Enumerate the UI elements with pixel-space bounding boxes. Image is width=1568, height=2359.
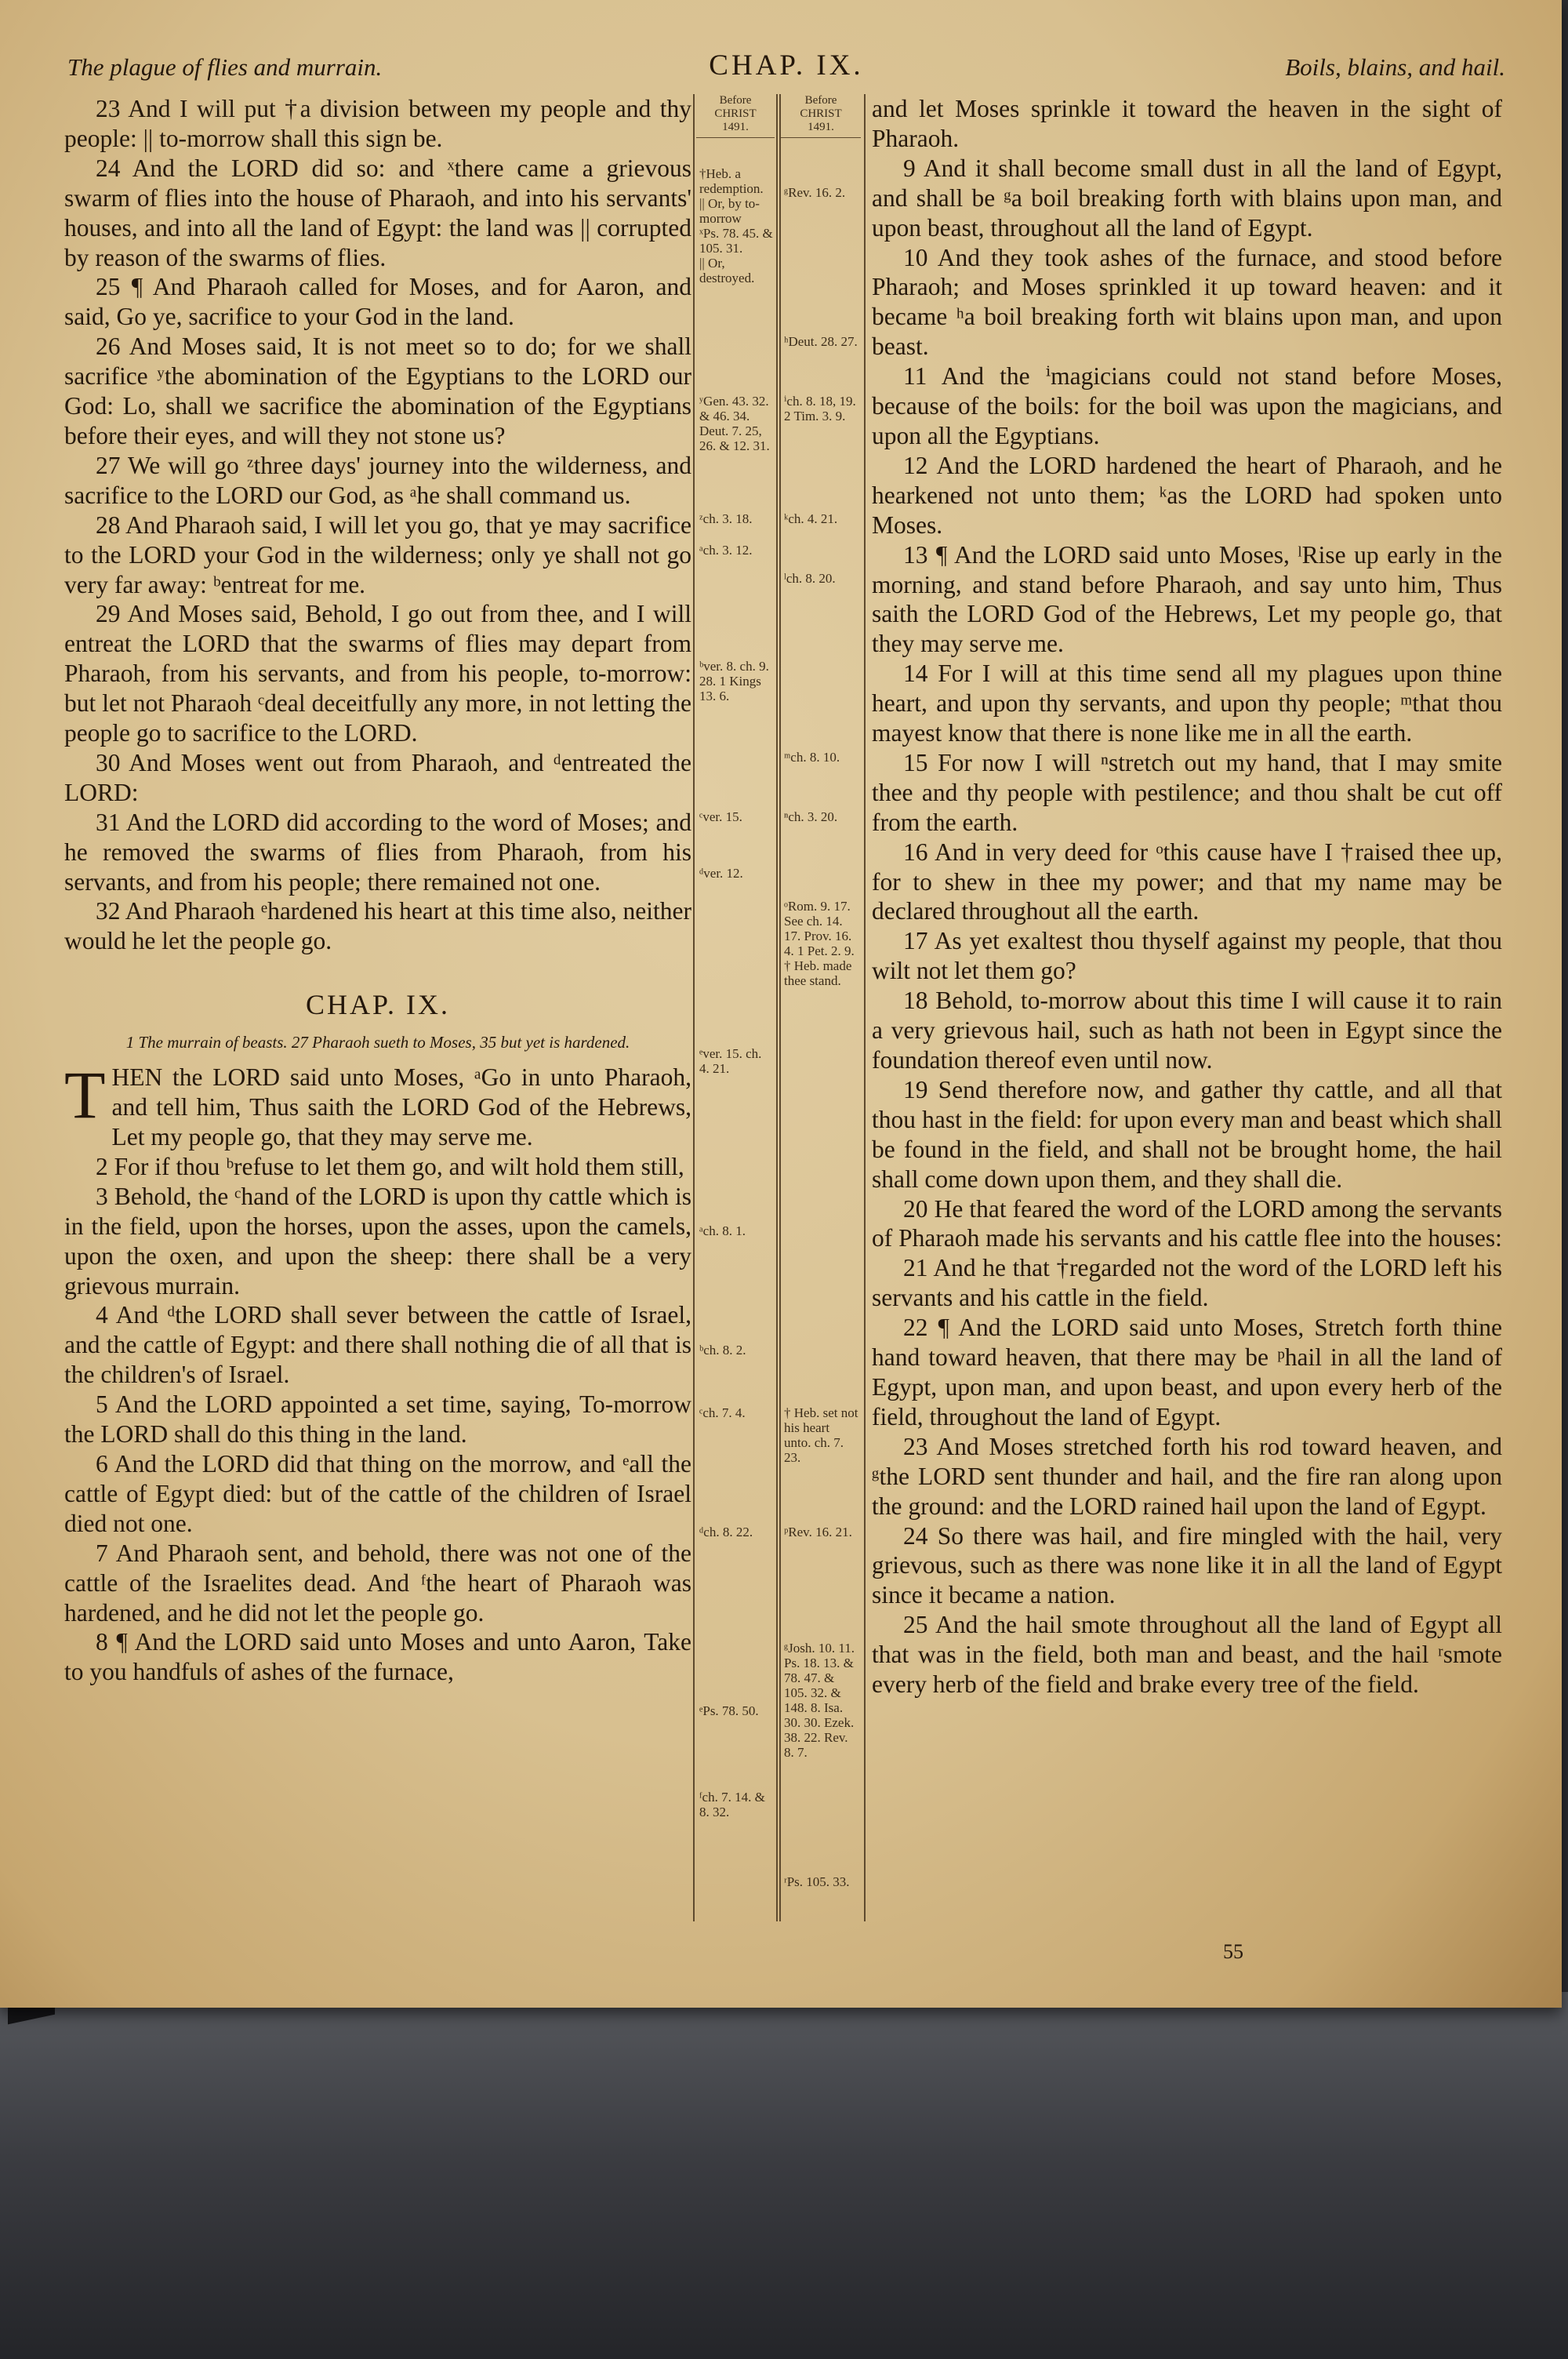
- chapter-title: CHAP. IX.: [305, 989, 451, 1021]
- header-right-title: Boils, blains, and hail.: [1285, 53, 1505, 81]
- date-heading-year: 1491.: [722, 121, 749, 133]
- date-heading-christ: CHRIST: [714, 107, 757, 120]
- verse: 32 And Pharaoh ᵉhardened his heart at this time also, neither would he let the people go.: [64, 897, 691, 955]
- cross-reference: ʸGen. 43. 32. & 46. 34. Deut. 7. 25, 26. & 12. 31.: [699, 394, 770, 453]
- verse: 29 And Moses said, Behold, I go out from thee, and I will entreat the LORD that the swarms of flies may depart from Pharaoh, from his servants, and from his people, to-morrow: but let not Pharaoh ᶜdeal deceitfully any more, in not letting the people go to sacrifice to the LORD.: [64, 600, 691, 747]
- verse: 12 And the LORD hardened the heart of Pharaoh, and he hearkened not unto them; ᵏas the LORD had spoken unto Moses.: [872, 451, 1502, 539]
- cross-reference: ᵃch. 3. 12.: [699, 543, 753, 558]
- cross-reference: ʰDeut. 28. 27.: [784, 334, 858, 349]
- cross-reference: † Heb. set not his heart unto. ch. 7. 23.: [784, 1405, 858, 1465]
- cross-reference: ᵈch. 8. 22.: [699, 1525, 753, 1539]
- left-text-column: [64, 94, 691, 1687]
- cross-reference: ᶻch. 3. 18.: [699, 511, 753, 526]
- background-surface: [0, 1992, 1568, 2359]
- verse: 21 And he that †regarded not the word of the LORD left his servants and his cattle in the field.: [872, 1254, 1502, 1312]
- date-heading-christ: CHRIST: [800, 107, 842, 120]
- verse: 19 Send therefore now, and gather thy cattle, and all that thou hast in the field: for upon every man and beast which shall be found in the field, and shall not be brought home, the hail shall come down upon them, and they shall die.: [872, 1075, 1502, 1193]
- cross-reference: ᵐch. 8. 10.: [784, 750, 840, 765]
- date-heading-before: Before: [804, 94, 837, 107]
- cross-reference: ᵖRev. 16. 21.: [784, 1525, 852, 1539]
- cross-reference: ᵃch. 8. 1.: [699, 1223, 746, 1238]
- verse: 22 ¶ And the LORD said unto Moses, Stretch forth thine hand toward heaven, that there may be ᵖhail in all the land of Egypt, upon man, and upon beast, and upon every herb of the field, throughout the land of Egypt.: [872, 1314, 1502, 1430]
- cross-reference: ᵉPs. 78. 50.: [699, 1703, 759, 1718]
- verse: 28 And Pharaoh said, I will let you go, that ye may sacrifice to the LORD your God in the wilderness; only ye shall not go very far away: ᵇentreat for me.: [64, 511, 691, 598]
- verse: 25 And the hail smote throughout all the land of Egypt all that was in the field, both man and beast, and the hail ʳsmote every herb of the field and brake every tree of the field.: [872, 1611, 1502, 1699]
- verse: 16 And in very deed for ᵒthis cause have I †raised thee up, for to shew in thee my power; and that my name may be declared throughout all the earth.: [872, 838, 1502, 925]
- cross-reference: ʳPs. 105. 33.: [784, 1874, 850, 1889]
- cross-reference: ᵇch. 8. 2.: [699, 1343, 746, 1358]
- verse: 17 As yet exaltest thou thyself against my people, that thou wilt not let them go?: [872, 927, 1502, 985]
- verse: 24 So there was hail, and fire mingled with the hail, very grievous, such as there was none like it in all the land of Egypt since it became a nation.: [872, 1521, 1502, 1609]
- verse: 18 Behold, to-morrow about this time I will cause it to rain a very grievous hail, such as hath not been in Egypt since the foundation thereof even until now.: [872, 987, 1502, 1074]
- verse: 2 For if thou ᵇrefuse to let them go, and wilt hold them still,: [96, 1152, 684, 1180]
- cross-reference: ᶠch. 7. 14. & 8. 32.: [699, 1790, 765, 1819]
- verse-1-text: HEN the LORD said unto Moses, ᵃGo in unto Pharaoh, and tell him, Thus saith the LORD God of the Hebrews, Let my people go, that they may serve me.: [111, 1063, 691, 1150]
- cross-reference: ᶜver. 15.: [699, 809, 742, 824]
- header-chapter: CHAP. IX.: [709, 49, 864, 82]
- verse: 30 And Moses went out from Pharaoh, and ᵈentreated the LORD:: [64, 748, 691, 806]
- cross-reference: ᵍRev. 16. 2.: [784, 185, 846, 200]
- verse: 20 He that feared the word of the LORD among the servants of Pharaoh made his servants and his cattle flee into the houses:: [872, 1194, 1502, 1252]
- verse: 15 For now I will ⁿstretch out my hand, that I may smite thee and thy people with pestilence; and thou shalt be cut off from the earth.: [872, 748, 1502, 836]
- cross-reference: ᵉver. 15. ch. 4. 21.: [699, 1046, 762, 1076]
- cross-reference: ˡch. 8. 20.: [784, 571, 836, 586]
- verse: 3 Behold, the ᶜhand of the LORD is upon thy cattle which is in the field, upon the horses, upon the asses, upon the camels, upon the oxen, and upon the sheep: there shall be a very grievous murrain.: [64, 1182, 691, 1299]
- column-rule: [776, 94, 778, 1921]
- date-heading-before: Before: [719, 94, 752, 107]
- cross-reference: ᶜch. 7. 4.: [699, 1405, 746, 1420]
- verse: 13 ¶ And the LORD said unto Moses, ˡRise up early in the morning, and stand before Pharaoh, and say unto him, Thus saith the LORD God of the Hebrews, Let my people go, that they may serve me.: [872, 540, 1502, 658]
- header-left-title: The plague of flies and murrain.: [67, 53, 383, 81]
- verse: 6 And the LORD did that thing on the morrow, and ᵉall the cattle of Egypt died: but of the cattle of the children of Israel died not one.: [64, 1449, 691, 1537]
- verse: 27 We will go ᶻthree days' journey into the wilderness, and sacrifice to the LORD our God, as ᵃhe shall command us.: [64, 451, 691, 509]
- date-heading: [781, 94, 861, 138]
- verse: 23 And Moses stretched forth his rod toward heaven, and ᵍthe LORD sent thunder and hail, and the fire ran along upon the ground: and the LORD rained hail upon the land of Egypt.: [872, 1432, 1502, 1520]
- verse: and let Moses sprinkle it toward the heaven in the sight of Pharaoh.: [872, 95, 1502, 152]
- verse: 25 ¶ And Pharaoh called for Moses, and for Aaron, and said, Go ye, sacrifice to your God in the land.: [64, 273, 691, 331]
- verse: 4 And ᵈthe LORD shall sever between the cattle of Israel, and the cattle of Egypt: and there shall nothing die of all that is the children's of Israel.: [64, 1301, 691, 1389]
- verse: 14 For I will at this time send all my plagues upon thine heart, and upon thy servants, and upon thy people; ᵐthat thou mayest know that there is none like me in all the earth.: [872, 660, 1502, 747]
- cross-reference: †Heb. a redemption. || Or, by to-morrow ˣPs. 78. 45. & 105. 31. || Or, destroyed.: [699, 166, 773, 285]
- date-heading: [696, 94, 775, 138]
- drop-cap: T: [64, 1057, 106, 1133]
- cross-reference: ᵈver. 12.: [699, 866, 743, 881]
- verse: 5 And the LORD appointed a set time, saying, To-morrow the LORD shall do this thing in the land.: [64, 1390, 691, 1448]
- verse-1: [64, 1057, 691, 1152]
- chapter-summary: 1 The murrain of beasts. 27 Pharaoh sueth to Moses, 35 but yet is hardened.: [125, 1033, 630, 1052]
- verse: 9 And it shall become small dust in all the land of Egypt, and shall be ᵍa boil breaking forth with blains upon man, and upon beast, throughout all the land of Egypt.: [872, 154, 1502, 242]
- column-rule: [779, 94, 781, 1921]
- verse: 8 ¶ And the LORD said unto Moses and unto Aaron, Take to you handfuls of ashes of the furnace,: [64, 1628, 691, 1686]
- verse: 26 And Moses said, It is not meet so to do; for we shall sacrifice ʸthe abomination of the Egyptians to the LORD our God: Lo, shall we sacrifice the abomination of the Egyptians before their eyes, and will they not stone us?: [64, 333, 691, 449]
- column-rule: [693, 94, 695, 1921]
- left-reference-column: [696, 94, 775, 1819]
- verse: 23 And I will put †a division between my people and thy people: || to-morrow shall this sign be.: [64, 95, 691, 152]
- cross-reference: ᵒRom. 9. 17. See ch. 14. 17. Prov. 16. 4. 1 Pet. 2. 9. † Heb. made thee stand.: [784, 899, 855, 988]
- date-heading-year: 1491.: [808, 121, 834, 133]
- running-header: [67, 49, 1505, 88]
- cross-reference: ᵇver. 8. ch. 9. 28. 1 Kings 13. 6.: [699, 659, 769, 703]
- cross-reference: ⁱch. 8. 18, 19. 2 Tim. 3. 9.: [784, 394, 856, 423]
- right-reference-column: [781, 94, 861, 1889]
- verse: 10 And they took ashes of the furnace, and stood before Pharaoh; and Moses sprinkled it up toward heaven: and it became ʰa boil breaking forth wit blains upon man, and upon beast.: [872, 243, 1502, 361]
- verse: 7 And Pharaoh sent, and behold, there was not one of the cattle of the Israelites dead. And ᶠthe heart of Pharaoh was hardened, and he did not let the people go.: [64, 1539, 691, 1627]
- cross-reference: ᵍJosh. 10. 11. Ps. 18. 13. & 78. 47. & 105. 32. & 148. 8. Isa. 30. 30. Ezek. 38. 22. Rev. 8. 7.: [784, 1641, 855, 1760]
- column-rule: [864, 94, 866, 1921]
- verse: 31 And the LORD did according to the word of Moses; and he removed the swarms of flies from Pharaoh, from his servants, and from his people; there remained not one.: [64, 808, 691, 896]
- verse: 24 And the LORD did so: and ˣthere came a grievous swarm of flies into the house of Pharaoh, and into his servants' houses, and into all the land of Egypt: the land was || corrupted by reason of the swarms of flies.: [64, 154, 691, 271]
- cross-reference: ᵏch. 4. 21.: [784, 511, 838, 526]
- right-text-column: [872, 94, 1502, 1699]
- page-number: 55: [1223, 1940, 1243, 1963]
- verse: 11 And the ⁱmagicians could not stand before Moses, because of the boils: for the boil was upon the magicians, and upon all the Egyptians.: [872, 362, 1502, 449]
- cross-reference: ⁿch. 3. 20.: [784, 809, 838, 824]
